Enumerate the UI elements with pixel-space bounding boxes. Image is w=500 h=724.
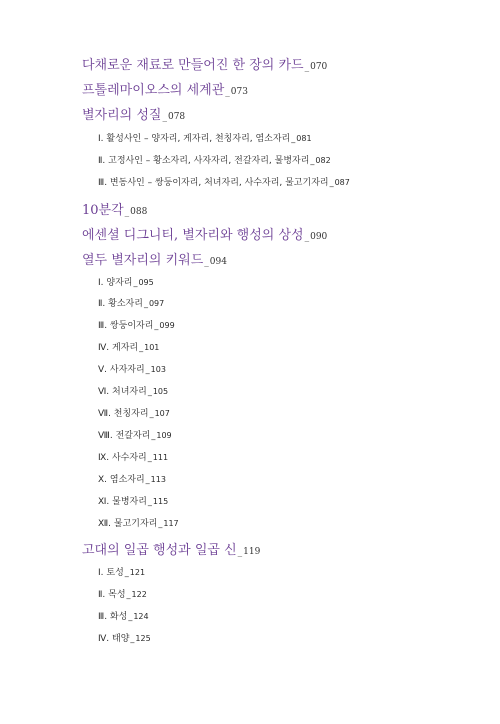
toc-entry-sub[interactable]: Ⅱ. 황소자리_097 (98, 299, 165, 309)
toc-entry-title: Ⅰ. 토성 (98, 568, 124, 578)
toc-entry-title: Ⅱ. 목성 (98, 590, 126, 600)
toc-entry-page: 095 (138, 278, 154, 287)
toc-entry-title: 별자리의 성질 (82, 108, 162, 123)
toc-entry-page: 094 (209, 257, 227, 267)
toc-entry-title: 다채로운 재료로 만들어진 한 장의 카드 (82, 58, 304, 73)
toc-entry-main[interactable]: 에센셜 디그니티, 별자리와 행성의 상성_090 (82, 228, 328, 243)
toc-entry-title: Ⅱ. 황소자리 (98, 299, 143, 309)
toc-entry-page: 111 (152, 453, 169, 462)
toc-entry-sub[interactable]: Ⅱ. 목성_122 (98, 590, 147, 600)
toc-entry-title: Ⅰ. 양자리 (98, 278, 133, 288)
toc-entry-page: 113 (150, 475, 166, 484)
toc-entry-sub[interactable]: Ⅶ. 천칭자리_107 (98, 409, 170, 419)
toc-entry-page: 103 (150, 365, 166, 374)
toc-entry-page: 109 (156, 431, 172, 440)
toc-entry-sub[interactable]: Ⅴ. 사자자리_103 (98, 365, 166, 375)
toc-entry-page: 105 (152, 387, 169, 396)
toc-entry-sub[interactable]: Ⅳ. 게자리_101 (98, 343, 160, 353)
toc-entry-page: 078 (167, 112, 186, 122)
toc-entry-sub[interactable]: Ⅷ. 전갈자리_109 (98, 431, 172, 441)
toc-entry-page: 124 (133, 612, 149, 621)
toc-entry-sub[interactable]: Ⅱ. 고정사인 – 황소자리, 사자자리, 전갈자리, 물병자리_082 (98, 156, 331, 166)
toc-entry-sub[interactable]: Ⅹ. 염소자리_113 (98, 475, 166, 485)
toc-entry-page: 121 (129, 568, 146, 577)
toc-entry-title: Ⅳ. 게자리 (98, 343, 139, 353)
toc-entry-title: 열두 별자리의 키워드 (82, 253, 204, 268)
toc-entry-page: 097 (148, 299, 165, 308)
toc-entry-title: Ⅴ. 사자자리 (98, 365, 145, 375)
toc-entry-page: 119 (243, 547, 261, 557)
toc-entry-title: 고대의 일곱 행성과 일곱 신 (82, 543, 237, 558)
toc-entry-main[interactable]: 별자리의 성질_078 (82, 108, 186, 123)
toc-entry-sub[interactable]: Ⅰ. 활성사인 – 양자리, 게자리, 천칭자리, 염소자리_081 (98, 134, 312, 144)
toc-entry-sub[interactable]: Ⅻ. 물고기자리_117 (98, 519, 179, 529)
toc-entry-main[interactable]: 고대의 일곱 행성과 일곱 신_119 (82, 543, 261, 558)
toc-entry-title: Ⅵ. 처녀자리 (98, 387, 147, 397)
toc-entry-page: 115 (152, 497, 169, 506)
toc-entry-title: Ⅱ. 고정사인 – 황소자리, 사자자리, 전갈자리, 물병자리 (98, 156, 310, 166)
toc-entry-title: 10분각 (82, 203, 124, 218)
toc-entry-title: 프톨레마이오스의 세계관 (82, 83, 225, 98)
toc-entry-title: Ⅸ. 사수자리 (98, 453, 147, 463)
toc-entry-page: 081 (296, 134, 312, 143)
toc-entry-main[interactable]: 열두 별자리의 키워드_094 (82, 253, 227, 268)
toc-entry-main[interactable]: 프톨레마이오스의 세계관_073 (82, 83, 248, 98)
toc-entry-page: 107 (154, 409, 170, 418)
toc-entry-sub[interactable]: Ⅵ. 처녀자리_105 (98, 387, 169, 397)
toc-entry-main[interactable]: 10분각_088 (82, 203, 148, 218)
toc-entry-title: Ⅰ. 활성사인 – 양자리, 게자리, 천칭자리, 염소자리 (98, 134, 291, 144)
toc-entry-sub[interactable]: Ⅰ. 양자리_095 (98, 278, 154, 288)
toc-entry-sub[interactable]: Ⅲ. 변동사인 – 쌍둥이자리, 처녀자리, 사수자리, 물고기자리_087 (98, 178, 350, 188)
toc-entry-sub[interactable]: Ⅸ. 사수자리_111 (98, 453, 169, 463)
toc-entry-title: Ⅳ. 태양 (98, 634, 130, 644)
toc-entry-title: Ⅲ. 쌍둥이자리 (98, 321, 154, 331)
toc-entry-page: 088 (130, 207, 148, 217)
toc-entry-title: Ⅹ. 염소자리 (98, 475, 145, 485)
toc-entry-sub[interactable]: Ⅺ. 물병자리_115 (98, 497, 169, 507)
toc-entry-page: 070 (310, 62, 328, 72)
toc-entry-title: Ⅷ. 전갈자리 (98, 431, 151, 441)
toc-entry-title: Ⅲ. 변동사인 – 쌍둥이자리, 처녀자리, 사수자리, 물고기자리 (98, 178, 329, 188)
toc-entry-page: 073 (230, 87, 248, 97)
toc-entry-title: 에센셜 디그니티, 별자리와 행성의 상성 (82, 228, 304, 243)
toc-entry-page: 099 (159, 321, 175, 330)
toc-entry-page: 082 (315, 156, 331, 165)
toc-entry-page: 087 (334, 178, 350, 187)
toc-entry-page: 125 (135, 634, 151, 643)
toc-entry-sub[interactable]: Ⅰ. 토성_121 (98, 568, 146, 578)
toc-entry-title: Ⅺ. 물병자리 (98, 497, 147, 507)
toc-entry-sub[interactable]: Ⅳ. 태양_125 (98, 634, 151, 644)
toc-entry-title: Ⅲ. 화성 (98, 612, 128, 622)
toc-entry-page: 090 (310, 232, 328, 242)
toc-entry-sub[interactable]: Ⅲ. 화성_124 (98, 612, 149, 622)
toc-entry-sub[interactable]: Ⅲ. 쌍둥이자리_099 (98, 321, 175, 331)
toc-entry-page: 122 (131, 590, 147, 599)
toc-entry-title: Ⅻ. 물고기자리 (98, 519, 158, 529)
toc-entry-page: 101 (144, 343, 160, 352)
toc-entry-main[interactable]: 다채로운 재료로 만들어진 한 장의 카드_070 (82, 58, 328, 73)
toc-entry-page: 117 (163, 519, 179, 528)
toc-entry-title: Ⅶ. 천칭자리 (98, 409, 149, 419)
